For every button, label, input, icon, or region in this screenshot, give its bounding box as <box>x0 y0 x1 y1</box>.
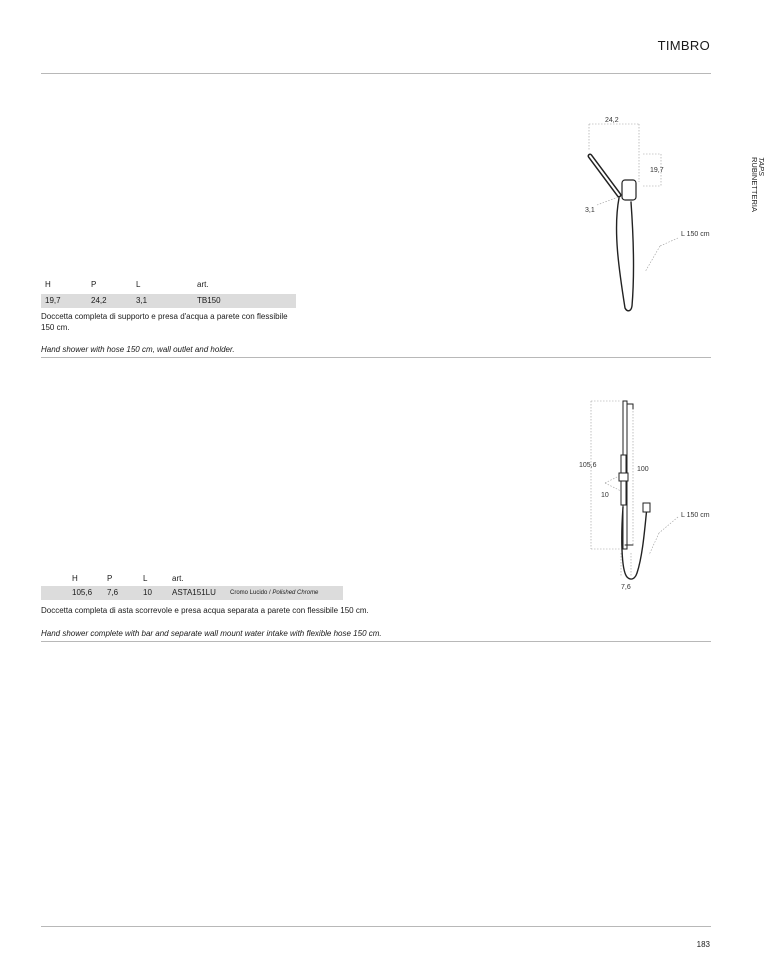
dimension-hose-label: L 150 cm <box>681 512 710 519</box>
value-h: 19,7 <box>45 296 61 305</box>
product-2-technical-drawing <box>575 395 725 595</box>
dimension-height-label: 19,7 <box>650 167 664 174</box>
dimension-height-label: 105,6 <box>579 462 597 469</box>
spec-header-row <box>41 278 296 292</box>
page-number: 183 <box>696 940 710 949</box>
product-2-divider <box>41 641 711 642</box>
value-l: 10 <box>143 588 152 597</box>
value-l: 3,1 <box>136 296 148 305</box>
column-l: L <box>136 280 141 289</box>
dimension-width-label: 24,2 <box>605 117 619 124</box>
product-2-spec-table <box>41 572 343 600</box>
product-1-technical-drawing <box>575 110 725 320</box>
side-tab-label-en: TAPS <box>757 157 766 177</box>
spec-header-row <box>41 572 343 586</box>
spec-value-row <box>41 586 343 600</box>
finish-it: Cromo Lucido <box>230 590 268 596</box>
footer-divider <box>41 926 711 927</box>
value-p: 7,6 <box>107 588 119 597</box>
value-art: TB150 <box>197 296 221 305</box>
spec-value-row <box>41 294 296 308</box>
product-2-description-en: Hand shower complete with bar and separate wall mount water intake with flexible hose 150 cm. <box>41 629 382 638</box>
value-h: 105,6 <box>72 588 93 597</box>
dimension-hose-label: L 150 cm <box>681 231 710 238</box>
dimension-depth-label: 7,6 <box>621 584 631 591</box>
column-p: P <box>91 280 97 289</box>
value-p: 24,2 <box>91 296 107 305</box>
section-side-tab <box>743 157 774 217</box>
column-h: H <box>72 574 78 583</box>
finish-en: Polished Chrome <box>272 590 319 596</box>
product-1-divider <box>41 357 711 358</box>
product-1-spec-table <box>41 278 296 308</box>
column-h: H <box>45 280 51 289</box>
finish-label: Cromo Lucido / Polished Chrome <box>230 590 319 596</box>
side-tab-label-it: RUBINETTERIA <box>750 157 759 213</box>
column-p: P <box>107 574 113 583</box>
product-1-description-en: Hand shower with hose 150 cm, wall outlet and holder. <box>41 345 235 354</box>
value-art: ASTA151LU <box>172 588 216 597</box>
dimension-bar-label: 100 <box>637 466 649 473</box>
column-art: art. <box>197 280 209 289</box>
dimension-depth-label: 3,1 <box>585 207 595 214</box>
product-1-description-it: Doccetta completa di supporto e presa d'acqua a parete con flessibile 150 cm. <box>41 312 288 332</box>
column-l: L <box>143 574 148 583</box>
dimension-width-label: 10 <box>601 492 609 499</box>
column-art: art. <box>172 574 184 583</box>
header-divider <box>41 73 711 74</box>
brand-title: TIMBRO <box>657 38 710 53</box>
product-2-description-it: Doccetta completa di asta scorrevole e presa acqua separata a parete con flessibile 150 cm. <box>41 606 369 615</box>
